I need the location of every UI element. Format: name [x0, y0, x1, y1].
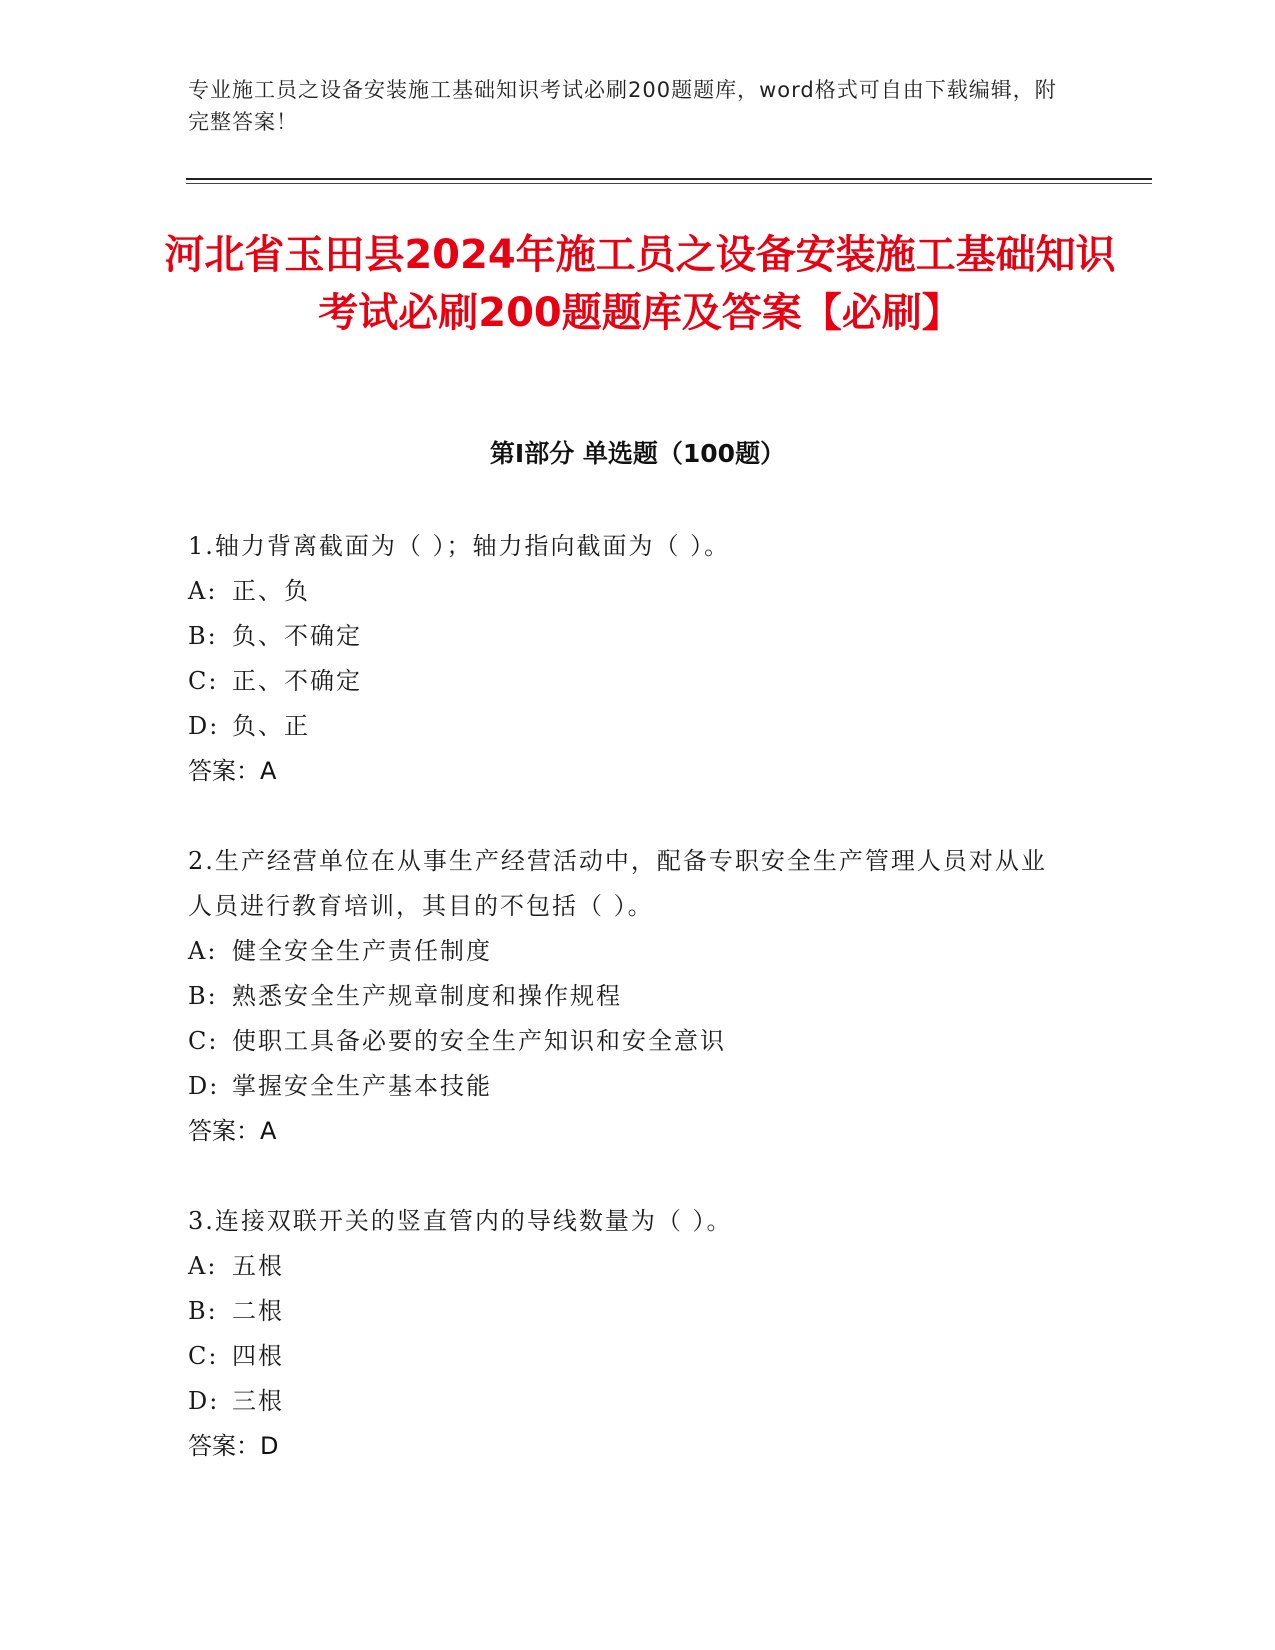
option-text: 五根 — [232, 1252, 284, 1280]
option-letter: B: — [188, 1297, 218, 1325]
header-divider-thick — [186, 178, 1152, 180]
option-letter: C: — [188, 1027, 219, 1055]
option-letter: D: — [188, 712, 220, 740]
option-text: 熟悉安全生产规章制度和操作规程 — [232, 982, 622, 1010]
option-text: 正、不确定 — [232, 667, 362, 695]
option-text: 负、正 — [232, 712, 310, 740]
option-letter: A: — [188, 577, 218, 605]
option-text: 使职工具备必要的安全生产知识和安全意识 — [232, 1027, 726, 1055]
option-letter: C: — [188, 1342, 219, 1370]
header-divider-thin — [186, 183, 1152, 184]
option-b — [188, 974, 1068, 1019]
option-a — [188, 929, 1068, 974]
option-d — [188, 1064, 1068, 1109]
option-letter: B: — [188, 982, 218, 1010]
option-text: 四根 — [232, 1342, 284, 1370]
question-stem: 3.连接双联开关的竖直管内的导线数量为（ ）。 — [188, 1207, 733, 1235]
option-text: 负、不确定 — [232, 622, 362, 650]
option-a — [188, 569, 1068, 614]
option-b — [188, 1289, 1068, 1334]
answer: 答案：A — [188, 757, 277, 785]
answer: 答案：D — [188, 1432, 279, 1460]
option-b — [188, 614, 1068, 659]
question-list — [188, 524, 1068, 1514]
option-text: 二根 — [232, 1297, 284, 1325]
question-stem: 1.轴力背离截面为（ ）；轴力指向截面为（ ）。 — [188, 532, 731, 560]
option-text: 正、负 — [232, 577, 310, 605]
option-d — [188, 1379, 1068, 1424]
question-3 — [188, 1199, 1068, 1469]
answer: 答案：A — [188, 1117, 277, 1145]
option-letter: D: — [188, 1387, 220, 1415]
option-letter: D: — [188, 1072, 220, 1100]
option-text: 掌握安全生产基本技能 — [232, 1072, 492, 1100]
question-stem: 2.生产经营单位在从事生产经营活动中，配备专职安全生产管理人员对从业人员进行教育培训，其目的不包括（ ）。 — [188, 847, 1047, 920]
option-c — [188, 1019, 1068, 1064]
document-title: 河北省玉田县2024年施工员之设备安装施工基础知识考试必刷200题题库及答案【必刷】 — [164, 232, 1116, 336]
option-c — [188, 1334, 1068, 1379]
header-note: 专业施工员之设备安装施工基础知识考试必刷200题题库，word格式可自由下载编辑，附完整答案！ — [188, 78, 1057, 134]
option-d — [188, 704, 1068, 749]
option-a — [188, 1244, 1068, 1289]
option-text: 健全安全生产责任制度 — [232, 937, 492, 965]
option-letter: C: — [188, 667, 219, 695]
option-text: 三根 — [232, 1387, 284, 1415]
question-2 — [188, 839, 1068, 1154]
option-letter: A: — [188, 1252, 218, 1280]
option-letter: B: — [188, 622, 218, 650]
section-heading: 第Ⅰ部分 单选题（100题） — [489, 439, 786, 468]
option-c — [188, 659, 1068, 704]
question-1 — [188, 524, 1068, 794]
option-letter: A: — [188, 937, 218, 965]
